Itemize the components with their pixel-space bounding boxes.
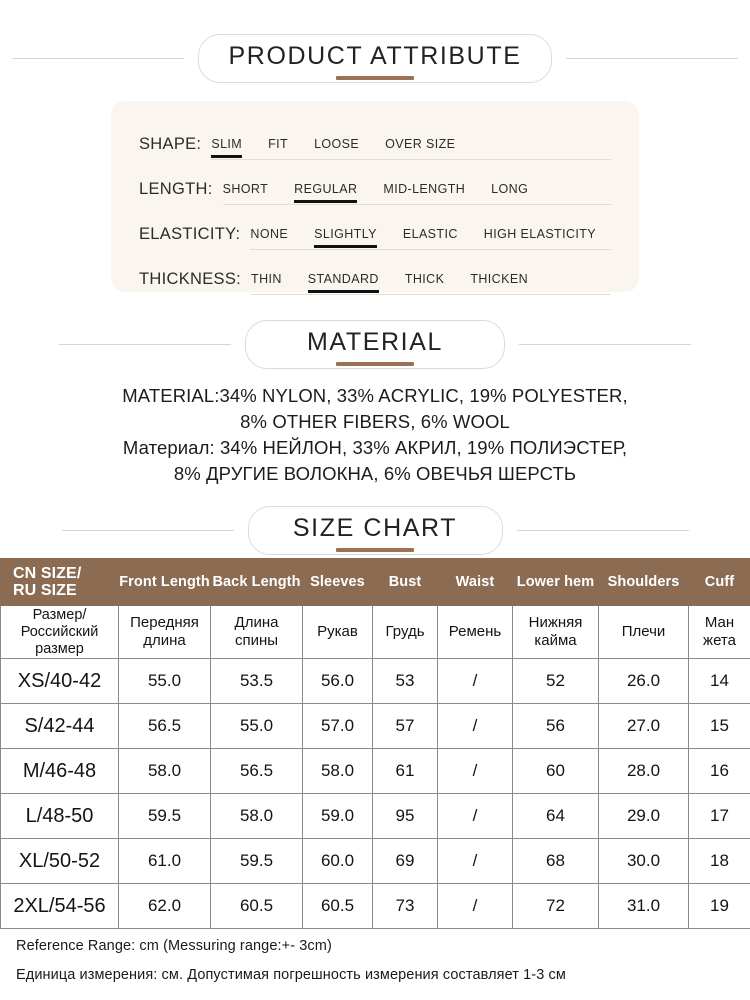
- cell-size: XL/50-52: [1, 839, 119, 884]
- table-row: [1, 749, 750, 794]
- cell-front-length: 62.0: [119, 884, 211, 929]
- attribute-row-shape: [139, 115, 611, 160]
- attribute-option-high-elasticity[interactable]: HIGH ELASTICITY: [483, 227, 597, 241]
- cell-cuff: 16: [689, 749, 750, 794]
- attribute-option-slightly[interactable]: SLIGHTLY: [314, 227, 377, 241]
- attribute-row-length: [139, 160, 611, 205]
- header-bust: Bust: [373, 559, 438, 606]
- attribute-option-long[interactable]: LONG: [491, 182, 529, 196]
- cell-lower-hem: 52: [513, 659, 599, 704]
- cell-front-length: 56.5: [119, 704, 211, 749]
- cell-sleeves: 56.0: [303, 659, 373, 704]
- cell-shoulders: 30.0: [599, 839, 689, 884]
- attribute-option-thicken[interactable]: THICKEN: [470, 272, 528, 286]
- cell-cuff: 18: [689, 839, 750, 884]
- size-chart-title-bar: [0, 506, 750, 555]
- attribute-label-shape: SHAPE:: [139, 135, 202, 153]
- cell-size: S/42-44: [1, 704, 119, 749]
- material-line-ru-2: 8% ДРУГИЕ ВОЛОКНА, 6% ОВЕЧЬЯ ШЕРСТЬ: [173, 463, 577, 484]
- reference-range-note-en: Reference Range: cm (Messuring range:+- 3cm): [16, 938, 332, 954]
- header-cn-ru-size: CN SIZE/ RU SIZE: [1, 559, 119, 606]
- table-header-row-ru: [1, 606, 750, 659]
- attribute-options-shape: [211, 137, 611, 160]
- page-title: PRODUCT ATTRIBUTE: [228, 42, 522, 70]
- cell-size: M/46-48: [1, 749, 119, 794]
- cell-lower-hem: 64: [513, 794, 599, 839]
- attribute-option-none[interactable]: NONE: [250, 227, 289, 241]
- attribute-option-mid-length[interactable]: MID-LENGTH: [383, 182, 466, 196]
- attribute-option-fit[interactable]: FIT: [268, 137, 289, 151]
- cell-sleeves: 57.0: [303, 704, 373, 749]
- attribute-panel: [111, 101, 639, 292]
- table-row: [1, 704, 750, 749]
- material-accent-bar: [336, 362, 414, 366]
- header-waist: Waist: [438, 559, 513, 606]
- cell-front-length: 55.0: [119, 659, 211, 704]
- header-sleeves: Sleeves: [303, 559, 373, 606]
- product-attribute-title-pill: [198, 34, 553, 83]
- table-header-row-en: [1, 559, 750, 606]
- attribute-options-elasticity: [250, 227, 611, 250]
- cell-shoulders: 31.0: [599, 884, 689, 929]
- cell-back-length: 53.5: [211, 659, 303, 704]
- cell-bust: 95: [373, 794, 438, 839]
- cell-front-length: 59.5: [119, 794, 211, 839]
- attribute-option-thin[interactable]: THIN: [251, 272, 282, 286]
- header-ru-waist: Ремень: [438, 606, 513, 659]
- cell-bust: 57: [373, 704, 438, 749]
- cell-back-length: 59.5: [211, 839, 303, 884]
- cell-front-length: 58.0: [119, 749, 211, 794]
- cell-lower-hem: 72: [513, 884, 599, 929]
- reference-range-note-ru: Единица измерения: см. Допустимая погрешность измерения составляет 1-3 см: [16, 967, 566, 983]
- size-chart-rule-left: [62, 530, 234, 531]
- cell-waist: /: [438, 794, 513, 839]
- cell-waist: /: [438, 704, 513, 749]
- cell-sleeves: 58.0: [303, 749, 373, 794]
- attribute-option-slim[interactable]: SLIM: [211, 137, 243, 151]
- cell-back-length: 55.0: [211, 704, 303, 749]
- attribute-option-elastic[interactable]: ELASTIC: [402, 227, 458, 241]
- attribute-option-regular[interactable]: REGULAR: [294, 182, 358, 196]
- size-chart-table: [0, 558, 750, 929]
- attribute-label-thickness: THICKNESS:: [139, 270, 242, 288]
- table-row: [1, 794, 750, 839]
- cell-size: L/48-50: [1, 794, 119, 839]
- header-ru-front-length: Передняя длина: [119, 606, 211, 659]
- title-accent-bar: [336, 76, 414, 80]
- cell-back-length: 60.5: [211, 884, 303, 929]
- header-ru-back-length: Длина спины: [211, 606, 303, 659]
- attribute-label-length: LENGTH:: [139, 180, 213, 198]
- cell-waist: /: [438, 659, 513, 704]
- cell-cuff: 14: [689, 659, 750, 704]
- header-ru-shoulders: Плечи: [599, 606, 689, 659]
- material-rule-left: [59, 344, 231, 345]
- cell-shoulders: 29.0: [599, 794, 689, 839]
- cell-bust: 53: [373, 659, 438, 704]
- attribute-option-thick[interactable]: THICK: [404, 272, 445, 286]
- header-ru-size: Размер/ Российский размер: [1, 606, 119, 659]
- cell-cuff: 19: [689, 884, 750, 929]
- cell-back-length: 56.5: [211, 749, 303, 794]
- size-chart-rule-right: [517, 530, 689, 531]
- cell-lower-hem: 60: [513, 749, 599, 794]
- attribute-row-thickness: [139, 250, 611, 295]
- cell-cuff: 15: [689, 704, 750, 749]
- table-row: [1, 659, 750, 704]
- cell-waist: /: [438, 749, 513, 794]
- title-rule-left: [12, 58, 184, 59]
- material-line-ru-1: Материал: 34% НЕЙЛОН, 33% АКРИЛ, 19% ПОЛИЭСТЕР,: [122, 437, 628, 458]
- material-text-block: [0, 383, 750, 487]
- attribute-options-length: [223, 182, 611, 205]
- header-front-length: Front Length: [119, 559, 211, 606]
- cell-sleeves: 59.0: [303, 794, 373, 839]
- attribute-option-loose[interactable]: LOOSE: [314, 137, 360, 151]
- material-line-en-1: MATERIAL:34% NYLON, 33% ACRYLIC, 19% POLYESTER,: [122, 385, 628, 406]
- cell-waist: /: [438, 884, 513, 929]
- size-chart-title: SIZE CHART: [292, 514, 458, 542]
- attribute-options-thickness: [251, 272, 611, 295]
- cell-front-length: 61.0: [119, 839, 211, 884]
- attribute-row-elasticity: [139, 205, 611, 250]
- size-chart-accent-bar: [336, 548, 414, 552]
- material-title: MATERIAL: [307, 328, 443, 356]
- material-line-en-2: 8% OTHER FIBERS, 6% WOOL: [240, 411, 510, 432]
- attribute-label-elasticity: ELASTICITY:: [139, 225, 241, 243]
- attribute-option-standard[interactable]: STANDARD: [307, 272, 379, 286]
- header-lower-hem: Lower hem: [513, 559, 599, 606]
- cell-bust: 69: [373, 839, 438, 884]
- cell-back-length: 58.0: [211, 794, 303, 839]
- header-ru-sleeves: Рукав: [303, 606, 373, 659]
- cell-shoulders: 27.0: [599, 704, 689, 749]
- header-ru-lower-hem: Нижняя кайма: [513, 606, 599, 659]
- header-ru-bust: Грудь: [373, 606, 438, 659]
- cell-lower-hem: 68: [513, 839, 599, 884]
- header-shoulders: Shoulders: [599, 559, 689, 606]
- cell-waist: /: [438, 839, 513, 884]
- cell-size: 2XL/54-56: [1, 884, 119, 929]
- header-back-length: Back Length: [211, 559, 303, 606]
- table-row: [1, 884, 750, 929]
- cell-sleeves: 60.5: [303, 884, 373, 929]
- header-ru-cuff: Ман жета: [689, 606, 750, 659]
- material-rule-right: [519, 344, 691, 345]
- footer-notes: [16, 932, 746, 990]
- size-chart-title-pill: [248, 506, 503, 555]
- cell-bust: 61: [373, 749, 438, 794]
- product-attribute-title-bar: [0, 34, 750, 83]
- material-title-pill: [245, 320, 505, 369]
- cell-lower-hem: 56: [513, 704, 599, 749]
- table-row: [1, 839, 750, 884]
- attribute-option-short[interactable]: SHORT: [222, 182, 269, 196]
- cell-shoulders: 28.0: [599, 749, 689, 794]
- header-cuff: Cuff: [689, 559, 750, 606]
- cell-bust: 73: [373, 884, 438, 929]
- cell-shoulders: 26.0: [599, 659, 689, 704]
- size-chart-body: [1, 659, 750, 929]
- cell-sleeves: 60.0: [303, 839, 373, 884]
- cell-cuff: 17: [689, 794, 750, 839]
- cell-size: XS/40-42: [1, 659, 119, 704]
- title-rule-right: [566, 58, 738, 59]
- attribute-option-over-size[interactable]: OVER SIZE: [385, 137, 456, 151]
- material-title-bar: [0, 320, 750, 369]
